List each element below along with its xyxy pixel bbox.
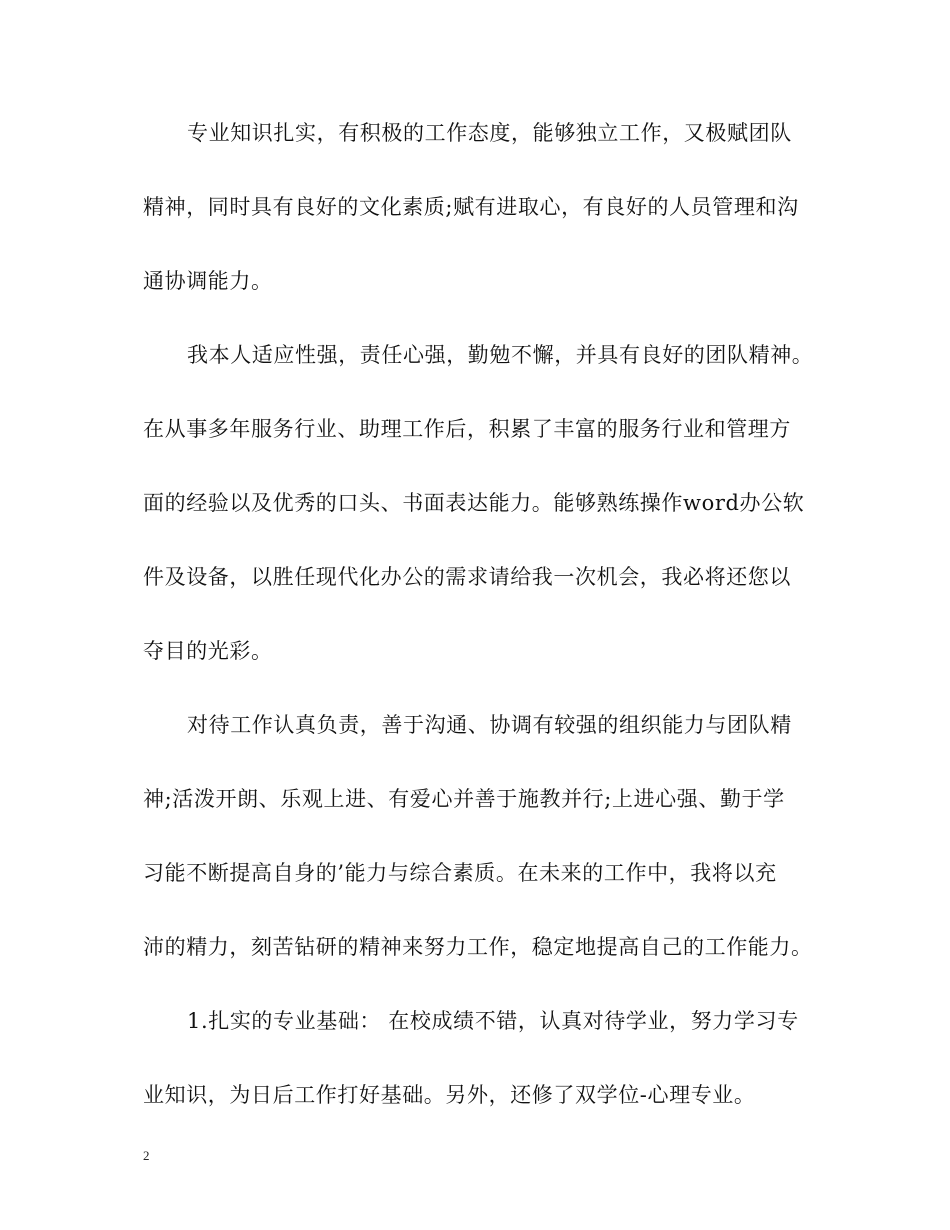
paragraph-line: 我本人适应性强，责任心强，勤勉不懈，并具有良好的团队精神。 xyxy=(187,343,814,367)
paragraph-4 xyxy=(143,1011,813,1106)
paragraph-line: 1.扎实的专业基础： 在校成绩不错，认真对待学业，努力学习专 xyxy=(187,1009,799,1033)
paragraph-line: 件及设备，以胜任现代化办公的需求请给我一次机会，我必将还您以 xyxy=(143,565,791,589)
paragraph-line: 通协调能力。 xyxy=(143,269,273,293)
paragraph-line: 习能不断提高自身的’能力与综合素质。在未来的工作中，我将以充 xyxy=(143,861,777,885)
paragraph-line: 夺目的光彩。 xyxy=(143,639,273,663)
paragraph-line: 面的经验以及优秀的口头、书面表达能力。能够熟练操作word办公软 xyxy=(143,491,805,515)
page-number: 2 xyxy=(143,1148,150,1163)
paragraph-line: 业知识，为日后工作打好基础。另外，还修了双学位-心理专业。 xyxy=(143,1083,756,1107)
paragraph-3 xyxy=(143,715,813,958)
paragraph-line: 神;活泼开朗、乐观上进、有爱心并善于施教并行;上进心强、勤于学 xyxy=(143,787,785,811)
paragraph-2 xyxy=(143,345,813,662)
paragraph-line: 沛的精力，刻苦钻研的精神来努力工作，稳定地提高自己的工作能力。 xyxy=(143,935,813,959)
paragraph-1 xyxy=(143,123,813,292)
document-body xyxy=(143,123,813,1159)
paragraph-line: 对待工作认真负责，善于沟通、协调有较强的组织能力与团队精 xyxy=(187,713,792,737)
paragraph-line: 在从事多年服务行业、助理工作后，积累了丰富的服务行业和管理方 xyxy=(143,417,791,441)
paragraph-line: 专业知识扎实，有积极的工作态度，能够独立工作，又极赋团队 xyxy=(187,121,792,145)
paragraph-line: 精神，同时具有良好的文化素质;赋有进取心，有良好的人员管理和沟 xyxy=(143,195,799,219)
